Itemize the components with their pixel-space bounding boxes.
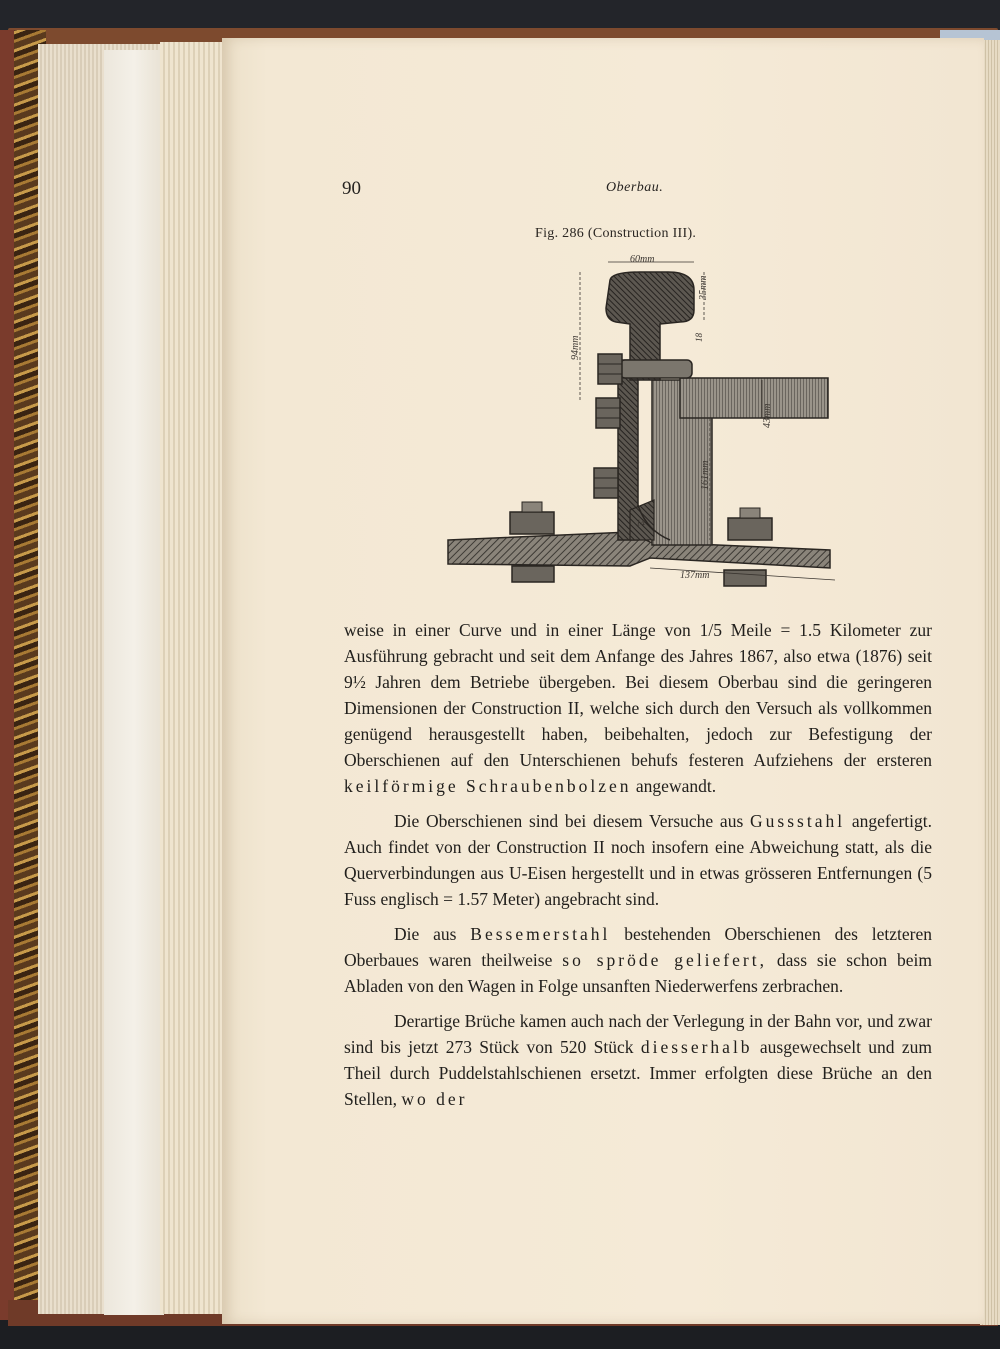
paragraph — [344, 1008, 932, 1112]
text-run: Die Oberschienen sind bei diesem Versuche aus — [394, 811, 751, 831]
spaced-emphasis: keilförmige Schraubenbolzen — [344, 776, 632, 796]
body-text — [344, 617, 932, 1112]
text-run: Derartige Brüche kamen auch nach der Verlegung in der Bahn vor, und zwar sind bis jetzt 273 Stück von 520 Stück — [344, 1011, 932, 1057]
paragraph — [344, 808, 932, 912]
nut-middle-left — [596, 398, 620, 428]
text-run: dass sie schon beim Abladen von den Wagen in Folge unsanften Niederwerfens zerbrachen. — [344, 950, 932, 996]
scan-background — [0, 0, 1000, 30]
rail-cross-section-figure — [440, 250, 840, 600]
text-run: angewandt. — [631, 776, 717, 796]
text-run: weise in einer Curve und in einer Länge von — [344, 620, 700, 640]
spaced-emphasis: Bessemerstahl — [470, 924, 611, 944]
page-gutter-highlight — [104, 50, 164, 1315]
spaced-emphasis: diesserhalb — [640, 1037, 753, 1057]
dim-gap: 14 — [636, 518, 645, 528]
paragraph — [344, 617, 932, 799]
keyed-bolt — [620, 360, 692, 378]
spaced-emphasis: so spröde geliefert, — [562, 950, 767, 970]
dim-top-width: 60mm — [630, 254, 655, 265]
spaced-emphasis: wo der — [401, 1089, 468, 1109]
nut-upper-left — [598, 354, 622, 384]
running-head — [342, 178, 682, 202]
lower-rail-flange — [680, 378, 828, 418]
text-run: Die aus — [394, 924, 471, 944]
dim-base: 137mm — [680, 570, 710, 581]
dim-upper-offset: 18 — [694, 333, 704, 342]
paragraph — [344, 921, 932, 999]
page-block-edge — [160, 42, 230, 1314]
text-run: Meile = 1.5 Kilometer zur Ausführung gebracht und seit dem Anfange des Jahres 1867, also etwa (1876) seit — [344, 620, 933, 666]
text-run: 1/5 — [699, 620, 722, 640]
figure-caption: Fig. 286 (Construction III). — [535, 226, 697, 241]
book-spine — [0, 30, 14, 1320]
dim-total-height: 94mm — [570, 335, 581, 360]
nut-lower-left — [594, 468, 618, 498]
page-number: 90 — [342, 178, 361, 199]
dim-head-depth: 35mm — [698, 275, 709, 300]
text-run: 9½ — [344, 672, 366, 692]
text-run: ausgewechselt und zum Theil durch Puddelstahlschienen ersetzt. Immer erfolgten diese Brüche an den Stellen, — [344, 1037, 932, 1109]
text-run: angefertigt. Auch findet von der Construction II noch insofern eine Abweichung statt, als die Querverbindungen aus U-Eisen hergestellt und in etwas grösseren Entfernungen (5 Fuss englisch = 1.57 Meter) angebracht sind. — [344, 811, 932, 909]
text-run: bestehenden Oberschienen des letzteren Oberbaues waren theilweise — [344, 924, 932, 970]
running-title: Oberbau. — [606, 180, 664, 195]
dim-web-height: 161mm — [700, 460, 711, 490]
spaced-emphasis: Gussstahl — [750, 811, 846, 831]
text-run: Jahren dem Betriebe übergeben. Bei diesem Oberbau sind die geringeren Dimensionen der Construction II, welche sich durch den Versuch als vollkommen genügend herausgestellt haben, beibehalten, jedoch zur Befestigung der Oberschienen auf den Unterschienen behufs festeren Aufziehens der ersteren — [344, 672, 932, 770]
dim-flange: 43mm — [762, 403, 773, 428]
